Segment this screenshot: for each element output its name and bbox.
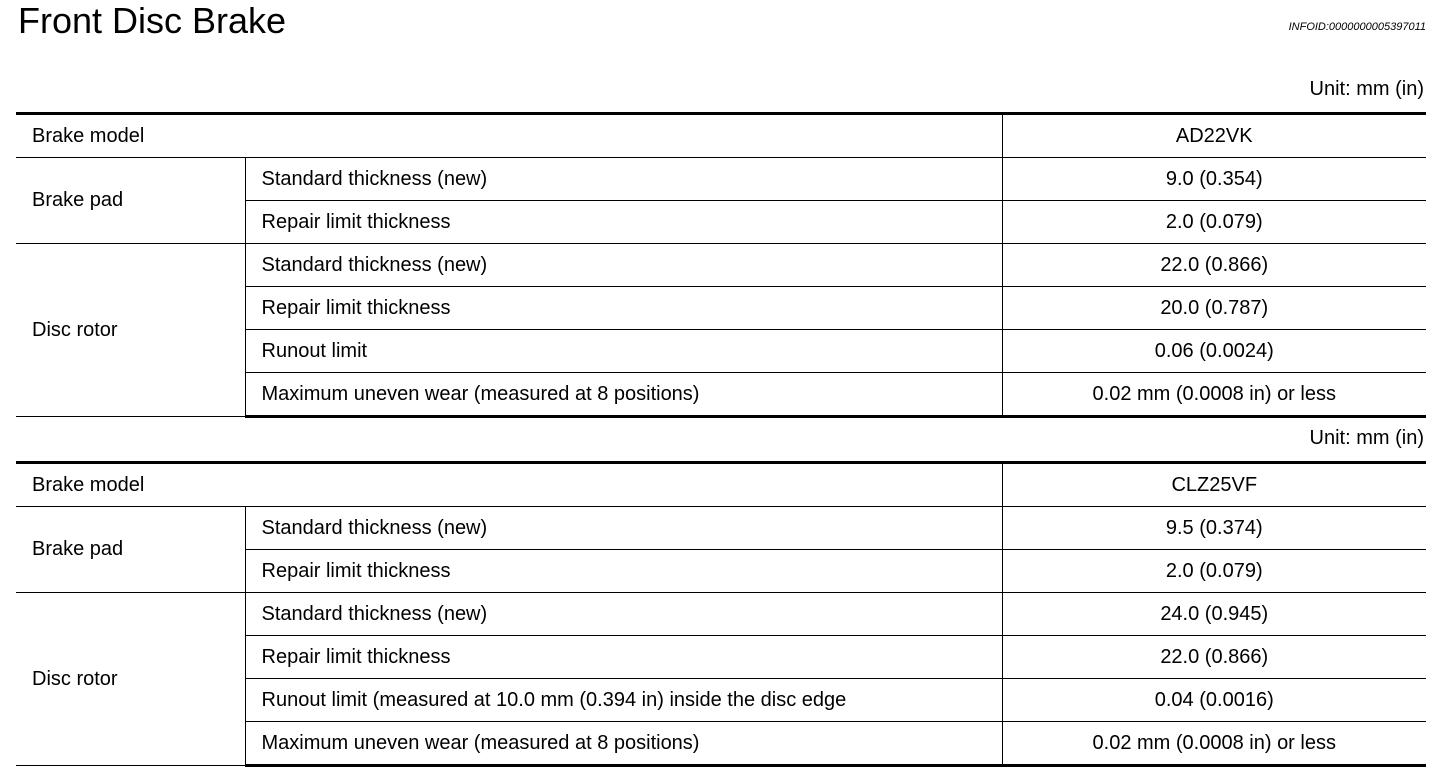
spec-value: 20.0 (0.787) (1002, 287, 1426, 330)
page-title: Front Disc Brake (18, 0, 287, 41)
spec-value: 22.0 (0.866) (1002, 636, 1426, 679)
table-row (16, 507, 1426, 550)
spec-label: Standard thickness (new) (245, 158, 1002, 201)
table-row (16, 463, 1426, 507)
brake-pad-label: Brake pad (16, 507, 245, 593)
spec-label: Repair limit thickness (245, 201, 1002, 244)
spec-value: 0.04 (0.0016) (1002, 679, 1426, 722)
spec-table-ad22vk (16, 112, 1426, 418)
spec-label: Repair limit thickness (245, 287, 1002, 330)
table-row (16, 114, 1426, 158)
spec-value: 9.0 (0.354) (1002, 158, 1426, 201)
spec-label: Standard thickness (new) (245, 593, 1002, 636)
spec-label: Maximum uneven wear (measured at 8 positions) (245, 722, 1002, 766)
brake-model-value: CLZ25VF (1002, 463, 1426, 507)
spec-label: Repair limit thickness (245, 636, 1002, 679)
spec-value: 9.5 (0.374) (1002, 507, 1426, 550)
spec-value: 2.0 (0.079) (1002, 201, 1426, 244)
spec-value: 2.0 (0.079) (1002, 550, 1426, 593)
spec-value: 0.02 mm (0.0008 in) or less (1002, 722, 1426, 766)
spec-value: 0.02 mm (0.0008 in) or less (1002, 373, 1426, 417)
brake-pad-label: Brake pad (16, 158, 245, 244)
unit-label: Unit: mm (in) (1309, 427, 1424, 449)
info-id: INFOID:0000000005397011 (1288, 21, 1426, 33)
spec-label: Repair limit thickness (245, 550, 1002, 593)
spec-label: Runout limit (measured at 10.0 mm (0.394 in) inside the disc edge (245, 679, 1002, 722)
disc-rotor-label: Disc rotor (16, 593, 245, 766)
disc-rotor-label: Disc rotor (16, 244, 245, 417)
table-row (16, 158, 1426, 201)
unit-label: Unit: mm (in) (1309, 78, 1424, 100)
spec-label: Runout limit (245, 330, 1002, 373)
table-row (16, 244, 1426, 287)
brake-model-label: Brake model (16, 463, 1002, 507)
spec-value: 24.0 (0.945) (1002, 593, 1426, 636)
spec-table-clz25vf (16, 461, 1426, 767)
table-row (16, 593, 1426, 636)
spec-value: 22.0 (0.866) (1002, 244, 1426, 287)
brake-model-value: AD22VK (1002, 114, 1426, 158)
brake-model-label: Brake model (16, 114, 1002, 158)
spec-label: Maximum uneven wear (measured at 8 positions) (245, 373, 1002, 417)
spec-label: Standard thickness (new) (245, 507, 1002, 550)
spec-label: Standard thickness (new) (245, 244, 1002, 287)
spec-value: 0.06 (0.0024) (1002, 330, 1426, 373)
